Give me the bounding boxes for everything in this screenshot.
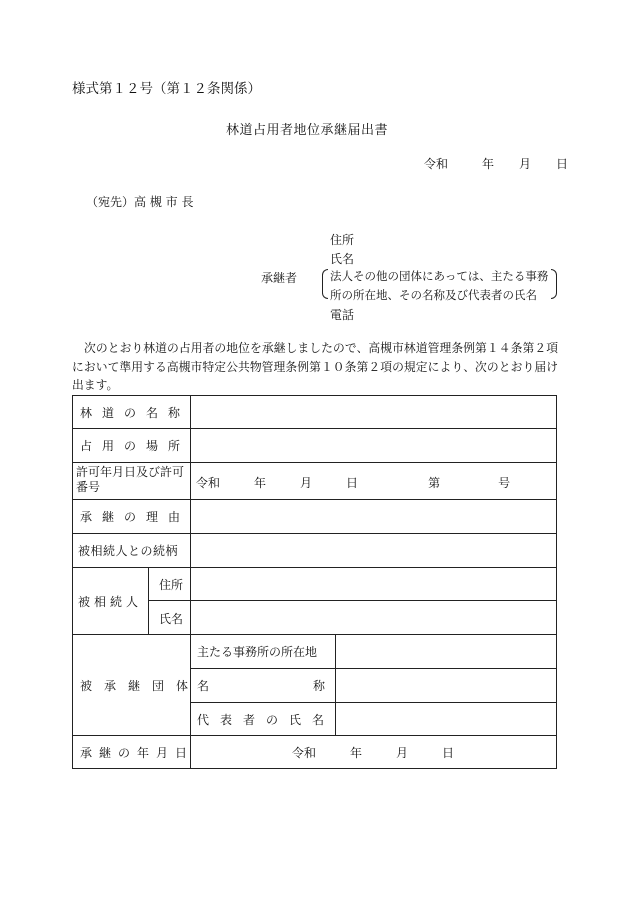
decedent-label: 被相続人 xyxy=(78,595,143,609)
predecessor-org-label: 被承継団体 xyxy=(80,679,201,693)
filing-date xyxy=(424,155,568,172)
succession-year: 年 xyxy=(350,746,363,760)
permit-date-number-field[interactable] xyxy=(196,474,510,491)
relation-field[interactable] xyxy=(190,533,556,567)
date-month: 月 xyxy=(519,157,532,171)
succession-month: 月 xyxy=(396,746,409,760)
right-bracket xyxy=(551,269,557,299)
forest-road-name-field[interactable] xyxy=(190,395,556,428)
relation-label: 被相続人との続柄 xyxy=(78,544,179,558)
successor-label: 承継者 xyxy=(261,271,298,285)
org-office-field[interactable] xyxy=(335,634,556,668)
left-bracket xyxy=(322,269,328,299)
permit-date-number-label: 許可年月日及び許可 番号 xyxy=(76,465,185,494)
org-rep-label: 代表者の氏名 xyxy=(197,713,336,727)
succession-reason-field[interactable] xyxy=(190,499,556,533)
succession-date-field[interactable] xyxy=(292,744,454,761)
occupancy-place-label: 占用の場所 xyxy=(80,439,191,453)
successor-name-label: 氏名 xyxy=(330,252,355,266)
org-name-label: 名称 xyxy=(197,679,430,693)
org-office-label: 主たる事務所の所在地 xyxy=(197,645,318,659)
permit-no-suffix: 号 xyxy=(498,476,511,490)
org-name-field[interactable] xyxy=(335,668,556,702)
document-title: 林道占用者地位承継届出書 xyxy=(226,123,389,138)
succession-day: 日 xyxy=(442,746,455,760)
decedent-address-label: 住所 xyxy=(159,578,184,592)
permit-month: 月 xyxy=(300,476,313,490)
date-day: 日 xyxy=(556,157,569,171)
decedent-address-field[interactable] xyxy=(190,567,556,600)
decedent-name-label: 氏名 xyxy=(159,612,184,626)
date-year: 年 xyxy=(482,157,495,171)
successor-address-label: 住所 xyxy=(330,233,355,247)
forest-road-name-label: 林道の名称 xyxy=(80,406,191,420)
permit-no-prefix: 第 xyxy=(428,476,441,490)
succession-date-label: 承継の年月日 xyxy=(80,746,195,760)
corporation-note-line1: 法人その他の団体にあっては、主たる事務 xyxy=(330,269,549,283)
org-rep-field[interactable] xyxy=(335,702,556,735)
successor-phone-label: 電話 xyxy=(330,308,355,322)
succession-reason-label: 承継の理由 xyxy=(80,510,191,524)
addressee: （宛先）高 槻 市 長 xyxy=(86,195,194,209)
corporation-note-line2: 所の所在地、その名称及び代表者の氏名 xyxy=(330,288,537,302)
occupancy-place-field[interactable] xyxy=(190,428,556,462)
permit-year: 年 xyxy=(254,476,267,490)
decedent-name-field[interactable] xyxy=(190,600,556,634)
form-number: 様式第１２号（第１２条関係） xyxy=(72,81,261,97)
succession-era: 令和 xyxy=(292,746,317,760)
date-era: 令和 xyxy=(424,157,449,171)
permit-era: 令和 xyxy=(196,476,221,490)
body-paragraph: 次のとおり林道の占用者の地位を承継しましたので、高槻市林道管理条例第１４条第２項において準用する高槻市特定公共物管理条例第１０条第２項の規定により、次のとおり届け出ます。 xyxy=(72,341,558,392)
permit-day: 日 xyxy=(346,476,359,490)
